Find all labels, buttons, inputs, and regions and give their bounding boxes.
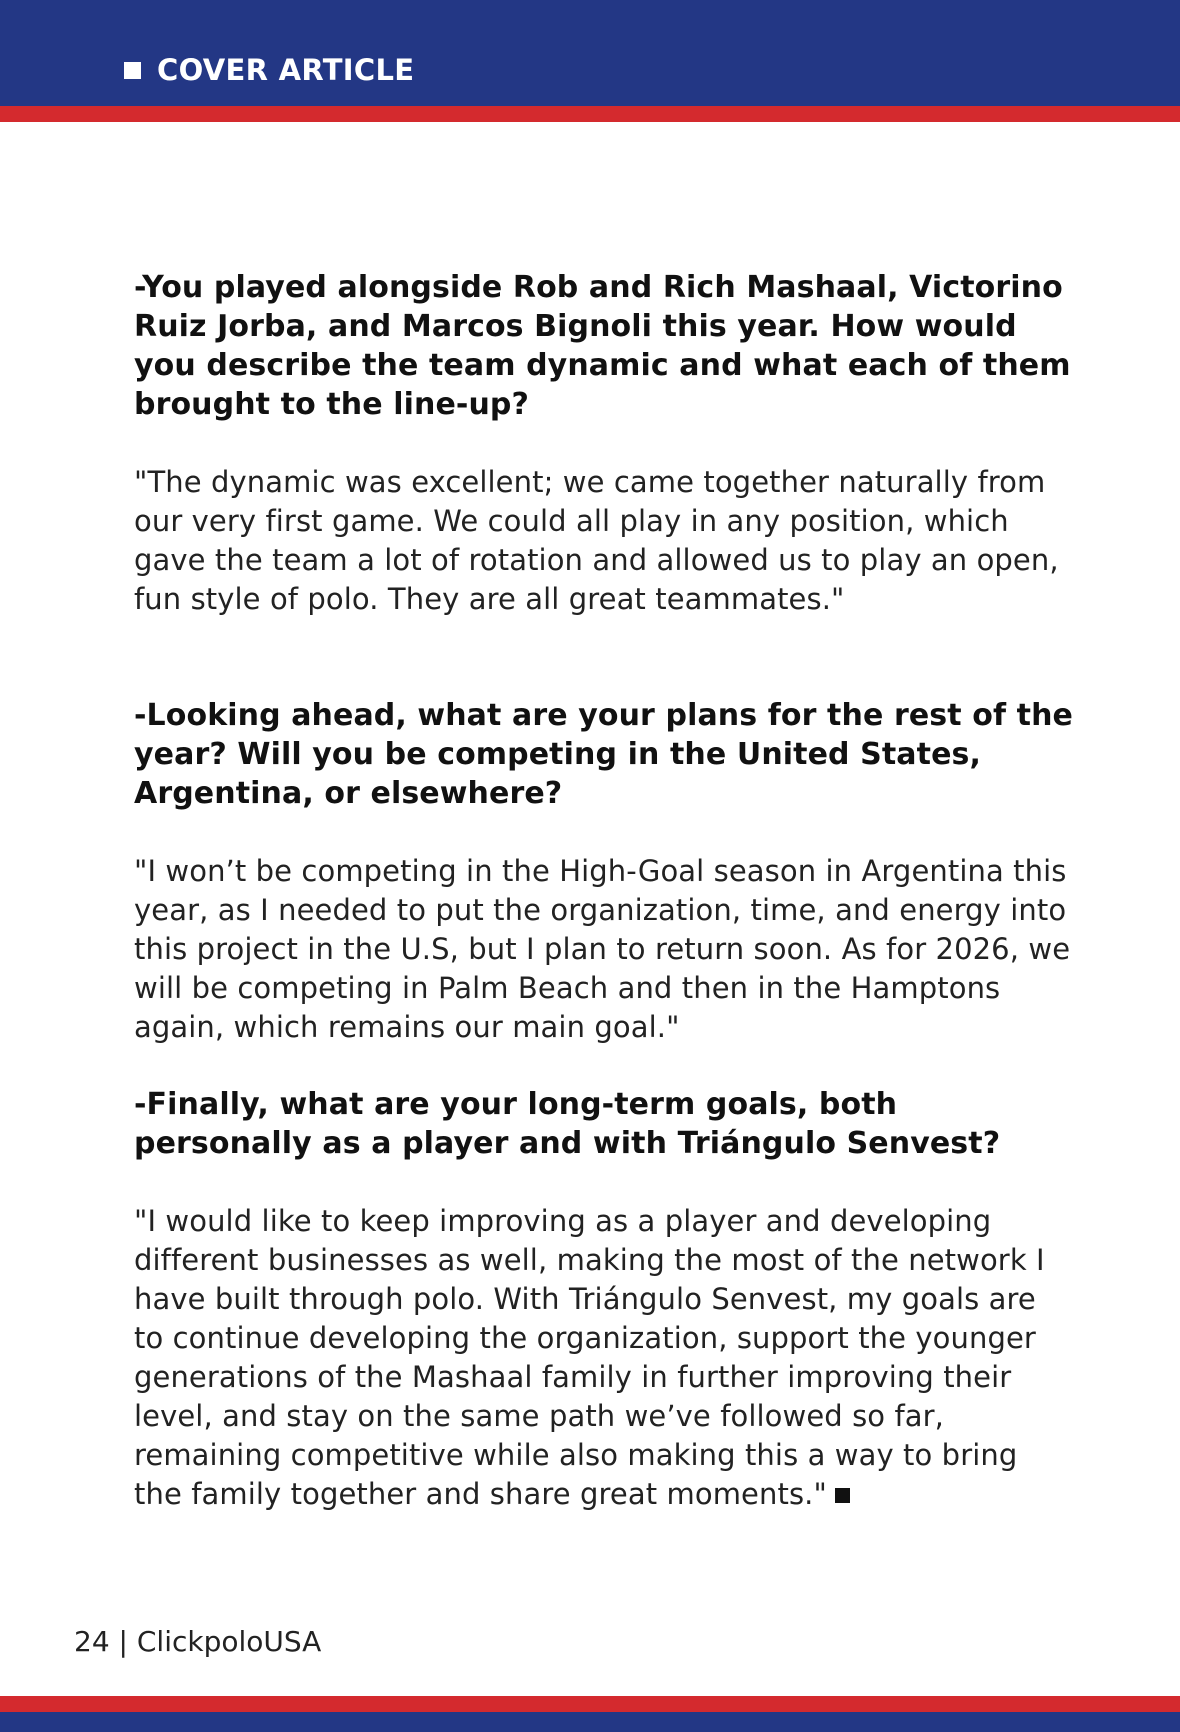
answer-3 (134, 1202, 1074, 1514)
footer-stripe (0, 1696, 1180, 1712)
article-body (134, 268, 1074, 1514)
answer-3-text: "I would like to keep improving as a player and developing different businesses as well, making the most of the network I have built through polo. With Triángulo Senvest, my goals are to continue developing the organization, support the younger generations of the Mashaal family in further improving their level, and stay on the same path we’ve followed so far, remaining competitive while also making this a way to bring the family together and share great moments." (134, 1204, 1045, 1511)
question-1: -You played alongside Rob and Rich Mashaal, Victorino Ruiz Jorba, and Marcos Bignoli this year. How would you describe the team dynamic and what each of them brought to the line-up? (134, 270, 1071, 422)
page-footer: 24 | ClickpoloUSA (74, 1625, 322, 1658)
square-bullet-icon (124, 62, 141, 79)
answer-2: "I won’t be competing in the High-Goal season in Argentina this year, as I needed to put the organization, time, and energy into this project in the U.S, but I plan to return soon. As for 2026, we will be competing in Palm Beach and then in the Hamptons again, which remains our main goal." (134, 854, 1071, 1044)
footer-bar (0, 1712, 1180, 1732)
end-of-article-icon (835, 1488, 850, 1503)
question-3: -Finally, what are your long-term goals, both personally as a player and with Triángulo Senvest? (134, 1087, 1001, 1161)
section-label (124, 50, 414, 90)
question-2: -Looking ahead, what are your plans for the rest of the year? Will you be competing in the United States, Argentina, or elsewhere? (134, 698, 1073, 811)
header-stripe (0, 106, 1180, 122)
section-label-text: COVER ARTICLE (157, 53, 415, 87)
answer-1: "The dynamic was excellent; we came together naturally from our very first game. We could all play in any position, which gave the team a lot of rotation and allowed us to play an open, fun style of polo. They are all great teammates." (134, 465, 1059, 616)
